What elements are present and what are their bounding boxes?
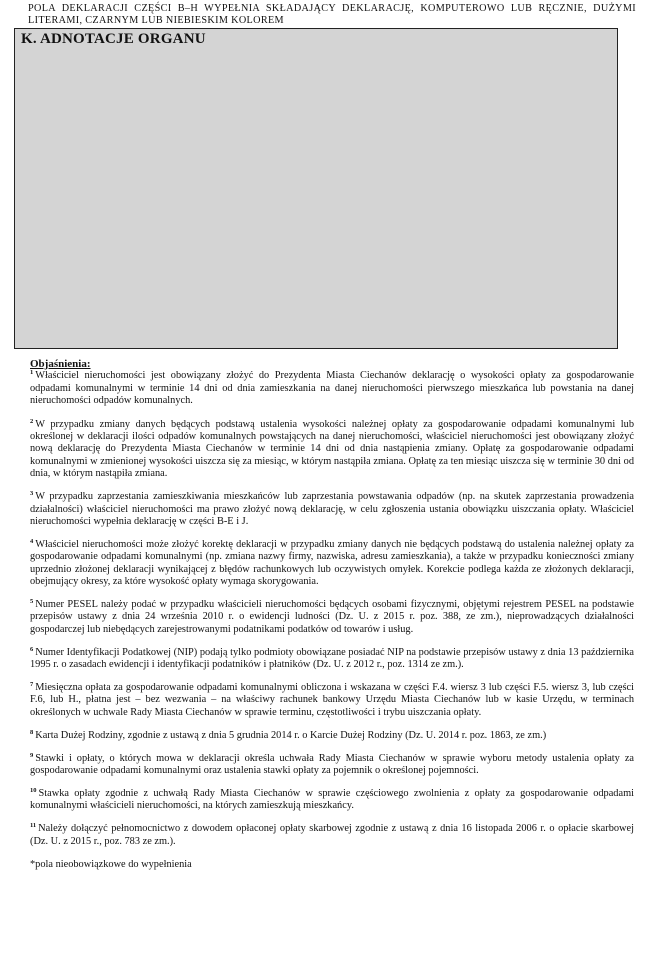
note-text: Numer Identyfikacji Podatkowej (NIP) podają tylko podmioty obowiązane posiadać NIP na podstawie przepisów ustawy z dnia 13 października 1995 r. o zasadach ewidencji i identyfikacji podatników i płatników (Dz. U. z 2012 r., poz. 1314 ze zm.).	[30, 646, 634, 671]
note-text: W przypadku zaprzestania zamieszkiwania mieszkańców lub zaprzestania powstawania odpadów (np. na skutek zaprzestania prowadzenia działalności) właściciel nieruchomości ma prawo złożyć nową deklarację, w celu zgłoszenia ustania obowiązku uiszczania opłaty. Właściciel nieruchomości wypełnia deklarację w części B-E i J.	[30, 491, 634, 527]
explanations-heading: Objaśnienia:	[30, 358, 91, 370]
note-text: Stawki i opłaty, o których mowa w deklaracji określa uchwała Rady Miasta Ciechanów w sprawie wyboru metody ustalenia opłaty za gospodarowanie odpadami komunalnymi oraz ustalenia stawki opłaty za pojemnik o określonej pojemności.	[30, 752, 634, 777]
note-text: Stawka opłaty zgodnie z uchwałą Rady Miasta Ciechanów w sprawie częściowego zwolnienia z opłaty za gospodarowanie odpadami komunalnymi właścicieli nieruchomości, na których zamieszkują mieszkańcy.	[30, 787, 634, 812]
section-k-title: K. ADNOTACJE ORGANU	[21, 31, 206, 47]
note-number: 9	[30, 751, 34, 759]
note-number: 8	[30, 728, 34, 736]
note-number: 5	[30, 598, 34, 605]
explanation-note-4	[30, 539, 634, 589]
note-number: 1	[30, 369, 34, 377]
note-number: 6	[30, 645, 34, 653]
note-text: Należy dołączyć pełnomocnictwo z dowodem opłaconej opłaty skarbowej zgodnie z ustawą z dnia 16 listopada 2006 r. o opłacie skarbowej (Dz. U. z 2015 r., poz. 783 ze zm.).	[30, 823, 634, 847]
explanation-note-5	[30, 599, 634, 636]
note-number: 7	[30, 681, 34, 689]
explanation-note-7	[30, 682, 634, 719]
explanation-note-6	[30, 647, 634, 672]
note-text: Właściciel nieruchomości może złożyć korektę deklaracji w przypadku zmiany danych nie będących podstawą do ustalenia należnej opłaty za gospodarowanie odpadami komunalnymi (np. zmiana nazwy firmy, nazwiska, adresu zamieszkania), a także w przypadku konieczności zmiany uprzednio złożonej deklaracji wynikającej z błędów rachunkowych lub oczywistych omyłek. Korekcie podlega każda ze złożonych deklaracji, obejmujący okresy, za które wysokość opłaty wymaga skorygowania.	[30, 538, 634, 588]
explanation-note-2	[30, 419, 634, 481]
note-text: W przypadku zmiany danych będących podstawą ustalenia wysokości należnej opłaty za gospodarowanie odpadami komunalnymi lub określonej w deklaracji ilości odpadów komunalnych powstających na danej nieruchomości, właściciel nieruchomości jest obowiązany złożyć nową deklarację do Prezydenta Miasta Ciechanów w terminie 14 dni od dnia nastąpienia zmiany. Opłatę za gospodarowanie odpadami komunalnymi w zmienionej wysokości uiszcza się za miesiąc, w którym nastąpiła zmiana. Opłatę za ten miesiąc uiszcza się w terminie 30 dni od dnia, w którym nastąpiła zmiana.	[30, 418, 634, 480]
note-text: Karta Dużej Rodziny, zgodnie z ustawą z dnia 5 grudnia 2014 r. o Karcie Dużej Rodziny (Dz. U. 2014 r. poz. 1863, ze zm.)	[35, 729, 547, 741]
note-text: Numer PESEL należy podać w przypadku właścicieli nieruchomości będących osobami fizycznymi, objętymi rejestrem PESEL na podstawie przepisów ustawy z dnia 24 września 2010 r. o ewidencji ludności (Dz. U. z 2015 r. poz. 388, ze zm.), nieprowadzących działalności gospodarczej lub niebędących zarejestrowanymi podatnikami podatków od towarów i usług.	[30, 599, 634, 635]
note-number: 3	[30, 490, 34, 498]
explanation-note-11	[30, 823, 634, 848]
explanation-note-3	[30, 491, 634, 528]
optional-fields-footnote: *pola nieobowiązkowe do wypełnienia	[30, 858, 192, 870]
explanation-note-9	[30, 753, 634, 778]
explanations-section	[30, 358, 634, 882]
note-text: Miesięczna opłata za gospodarowanie odpadami komunalnymi obliczona i wskazana w części F.4. wiersz 3 lub części F.5. wiersz 3, lub części F.6, lub H., płatna jest – bez wezwania – na właściwy rachunek bankowy Urzędu Miasta Ciechanów lub w kasie Urzędu, w terminach określonych w uchwale Rady Miasta Ciechanów w sprawie terminu, częstotliwości i trybu uiszczania opłaty.	[30, 682, 634, 718]
section-k-official-notes	[14, 28, 618, 349]
note-number: 2	[30, 417, 34, 425]
note-text: Właściciel nieruchomości jest obowiązany złożyć do Prezydenta Miasta Ciechanów deklarację o wysokości opłaty za gospodarowanie odpadami komunalnymi w terminie 14 dni od dnia zamieszkania na danej nieruchomości pierwszego mieszkańca lub powstania na danej nieruchomości odpadów komunalnych.	[30, 370, 634, 407]
note-number: 10	[30, 786, 37, 794]
explanation-note-1	[30, 370, 634, 407]
explanation-note-10	[30, 788, 634, 813]
note-number: 11	[30, 822, 37, 830]
explanation-note-8	[30, 730, 634, 742]
form-instruction-header: POLA DEKLARACJI CZĘŚCI B–H WYPEŁNIA SKŁADAJĄCY DEKLARACJĘ, KOMPUTEROWO LUB RĘCZNIE, DUŻYMI LITERAMI, CZARNYM LUB NIEBIESKIM KOLOREM	[28, 3, 636, 26]
note-number: 4	[30, 537, 34, 545]
